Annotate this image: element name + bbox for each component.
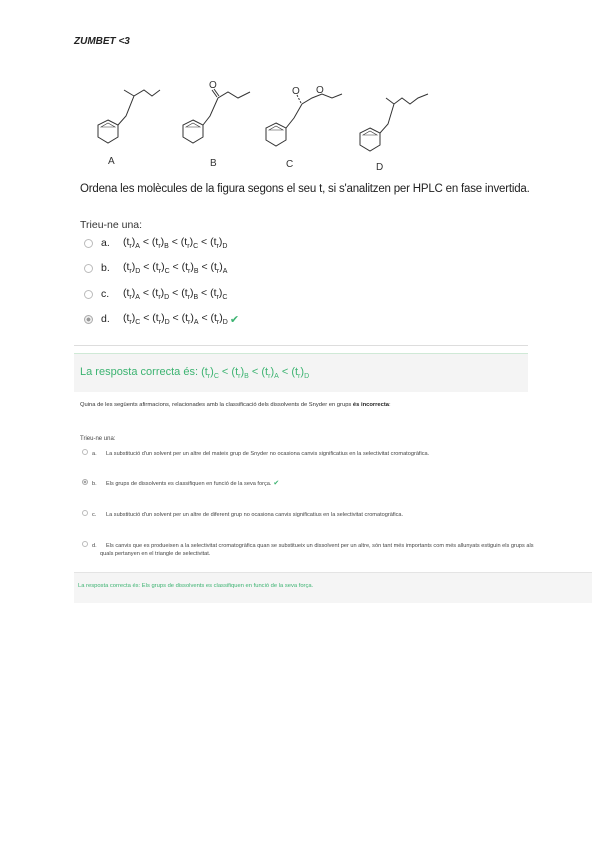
option-formula: $(t_r)_D < (t_r)_C < (t_r)_B < (t_r)_A$ bbox=[123, 261, 228, 276]
radio-button[interactable] bbox=[82, 449, 88, 455]
question-1-option-b[interactable] bbox=[84, 261, 227, 275]
option-text: La substitució d'un solvent per un altre del mateix grup de Snyder no ocasiona canvis significatius en la selectivitat cromatogràfica. bbox=[106, 451, 430, 457]
question-2-option-d[interactable] bbox=[82, 541, 534, 549]
molecules-figure bbox=[80, 78, 520, 174]
checkmark-icon: ✔ bbox=[229, 313, 240, 326]
molecule-label-b: B bbox=[210, 158, 217, 169]
option-text: La substitució d'un solvent per un altre de diferent grup no ocasiona canvis significatius en la selectivitat cromatogràfica. bbox=[106, 512, 404, 518]
question-1-option-a[interactable] bbox=[84, 236, 227, 250]
question-1-option-d[interactable] bbox=[84, 312, 239, 326]
radio-button-selected[interactable] bbox=[84, 315, 93, 324]
question-2-choose-label: Trieu-ne una: bbox=[80, 436, 116, 442]
molecule-label-a: A bbox=[108, 156, 115, 167]
molecule-label-d: D bbox=[376, 162, 384, 173]
option-formula: $(t_r)_A < (t_r)_B < (t_r)_C < (t_r)_D$ bbox=[123, 236, 228, 251]
molecule-a-chain bbox=[118, 90, 160, 125]
question-1-feedback bbox=[74, 353, 528, 392]
radio-button-selected[interactable] bbox=[82, 479, 88, 485]
option-text: Els grups de dissolvents es classifiquen en funció de la seva força. bbox=[106, 481, 272, 487]
radio-button[interactable] bbox=[84, 239, 93, 248]
molecule-c-oxygen-2: O bbox=[316, 85, 324, 96]
molecule-label-c: C bbox=[286, 159, 294, 170]
option-formula: $(t_r)_A < (t_r)_D < (t_r)_B < (t_r)_C$ bbox=[123, 287, 228, 302]
correct-answer-text: La resposta correcta és: $(t_r)_C < (t_r)_B < (t_r)_A < (t_r)_D$ bbox=[80, 366, 310, 381]
checkmark-icon: ✔ bbox=[273, 480, 280, 487]
question-2-option-c[interactable] bbox=[82, 510, 403, 518]
option-letter: a. bbox=[101, 237, 110, 250]
correct-answer-text: La resposta correcta és: Els grups de dissolvents es classifiquen en funció de la seva força. bbox=[78, 583, 314, 589]
option-formula: $(t_r)_C < (t_r)_D < (t_r)_A < (t_r)_D$ bbox=[123, 312, 228, 327]
question-1-option-c[interactable] bbox=[84, 287, 227, 301]
molecule-b-oxygen: O bbox=[209, 80, 217, 91]
molecule-c-chain bbox=[286, 94, 342, 128]
option-letter: d. bbox=[92, 543, 97, 549]
question-1-text: Ordena les molècules de la figura segons el seu t, si s'analitzen per HPLC en fase invertida. bbox=[80, 183, 530, 195]
option-letter: a. bbox=[92, 451, 97, 457]
question-2-option-d-line2: quals pertanyen en el triangle de selectivitat. bbox=[100, 551, 211, 557]
option-text: Els canvis que es produeixen a la selectivitat cromatogràfica quan se substitueix un dissolvent per un altre, són tant més importants com més allunyats estiguin els grups als bbox=[106, 543, 534, 549]
molecule-b-ring bbox=[183, 120, 203, 143]
question-1-choose-label: Trieu-ne una: bbox=[80, 219, 143, 231]
question-2-option-b[interactable] bbox=[82, 479, 279, 487]
molecule-c-oxygen-1: O bbox=[292, 86, 300, 97]
option-letter: d. bbox=[101, 313, 110, 326]
molecule-a-ring bbox=[98, 120, 118, 143]
radio-button[interactable] bbox=[82, 541, 88, 547]
option-letter: b. bbox=[101, 262, 110, 275]
molecule-d-ring bbox=[360, 128, 380, 151]
divider bbox=[74, 345, 528, 346]
question-2-feedback bbox=[74, 572, 592, 603]
question-2-option-a[interactable] bbox=[82, 449, 429, 457]
radio-button[interactable] bbox=[82, 510, 88, 516]
radio-button[interactable] bbox=[84, 290, 93, 299]
molecule-d-chain bbox=[380, 94, 428, 133]
molecule-b-chain bbox=[203, 92, 250, 125]
molecule-c-ring bbox=[266, 123, 286, 146]
option-letter: b. bbox=[92, 481, 97, 487]
question-2-text: Quina de les següents afirmacions, relacionades amb la classificació dels dissolvents de Snyder en grups és incorrecta: bbox=[80, 402, 391, 408]
page-header: ZUMBET <3 bbox=[74, 36, 130, 47]
option-letter: c. bbox=[92, 512, 97, 518]
option-letter: c. bbox=[101, 288, 110, 301]
radio-button[interactable] bbox=[84, 264, 93, 273]
